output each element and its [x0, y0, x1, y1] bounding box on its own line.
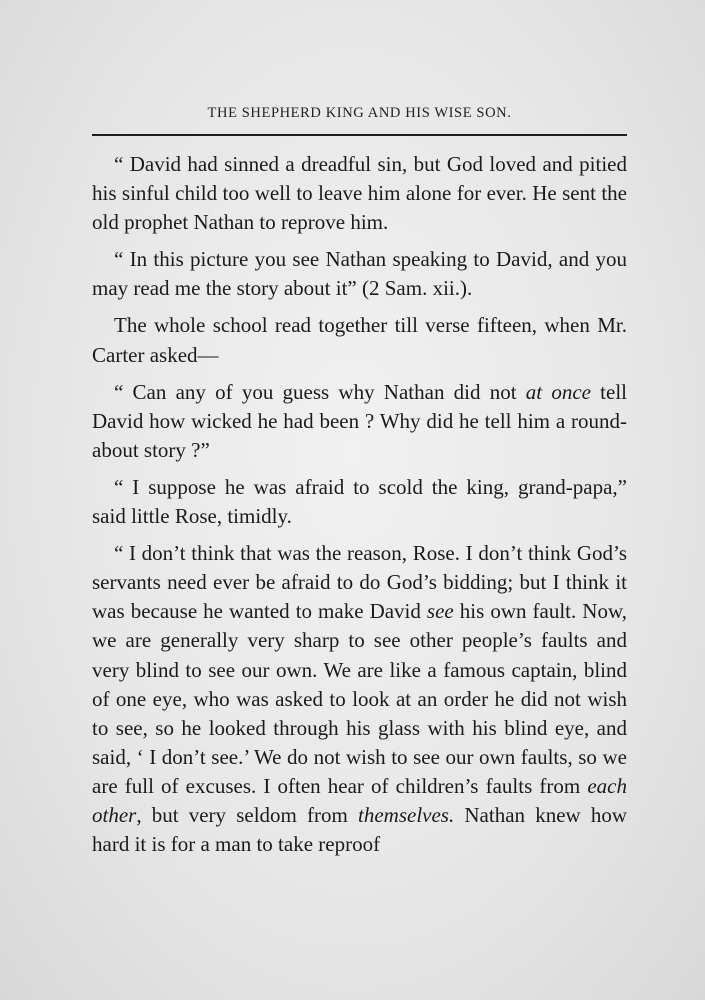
paragraph-6-text-d: Nathan knew how hard it is for a man to take reproof [92, 802, 628, 857]
header-rule [92, 134, 627, 136]
body-text [92, 150, 627, 859]
paragraph-6-text-b: his own fault. Now, we are generally very sharp to see other people’s faults and very blind to see our own. We are like a famous captain, blind of one eye, who was asked to look at an order he did not wish to see, so he looked through his glass with his blind eye, and said, ‘ I don’t see.’ We do not wish to see our own faults, so we are full of excuses. I often hear of children’s faults from [92, 599, 627, 798]
paragraph-6-text-c: , but very seldom from [136, 802, 359, 827]
paragraph-6-italic-c: themselves. [358, 802, 455, 827]
paragraph-5: “ I suppose he was afraid to scold the king, grand-papa,” said little Rose, timidly. [92, 474, 627, 529]
running-head: THE SHEPHERD KING AND HIS WISE SON. [207, 105, 512, 121]
paragraph-2: “ In this picture you see Nathan speaking to David, and you may read me the story about it” (2 Sam. xii.). [92, 247, 627, 301]
paragraph-4-text-a: “ Can any of you guess why Nathan did not [114, 379, 526, 404]
book-page [92, 100, 627, 859]
paragraph-4-italic: at once [525, 379, 591, 404]
paragraph-3: The whole school read together till verse fifteen, when Mr. Carter asked— [92, 313, 627, 367]
paragraph-1: “ David had sinned a dreadful sin, but God loved and pitied his sinful child too well to leave him alone for ever. He sent the old prophet Nathan to reprove him. [92, 152, 627, 235]
paragraph-6-text-a: “ I don’t think that was the reason, Rose. I don’t think God’s servants need ever be afraid to do God’s bidding; but I think it was because he wanted to make David [92, 541, 627, 624]
paragraph-4 [92, 378, 627, 465]
paragraph-6-italic-a: see [426, 599, 454, 624]
paragraph-6 [92, 539, 627, 859]
paragraph-4-text-b: tell David how wicked he had been ? Why did he tell him a round-about story ?” [92, 379, 628, 462]
paragraph-6-italic-b: each other [92, 773, 627, 827]
